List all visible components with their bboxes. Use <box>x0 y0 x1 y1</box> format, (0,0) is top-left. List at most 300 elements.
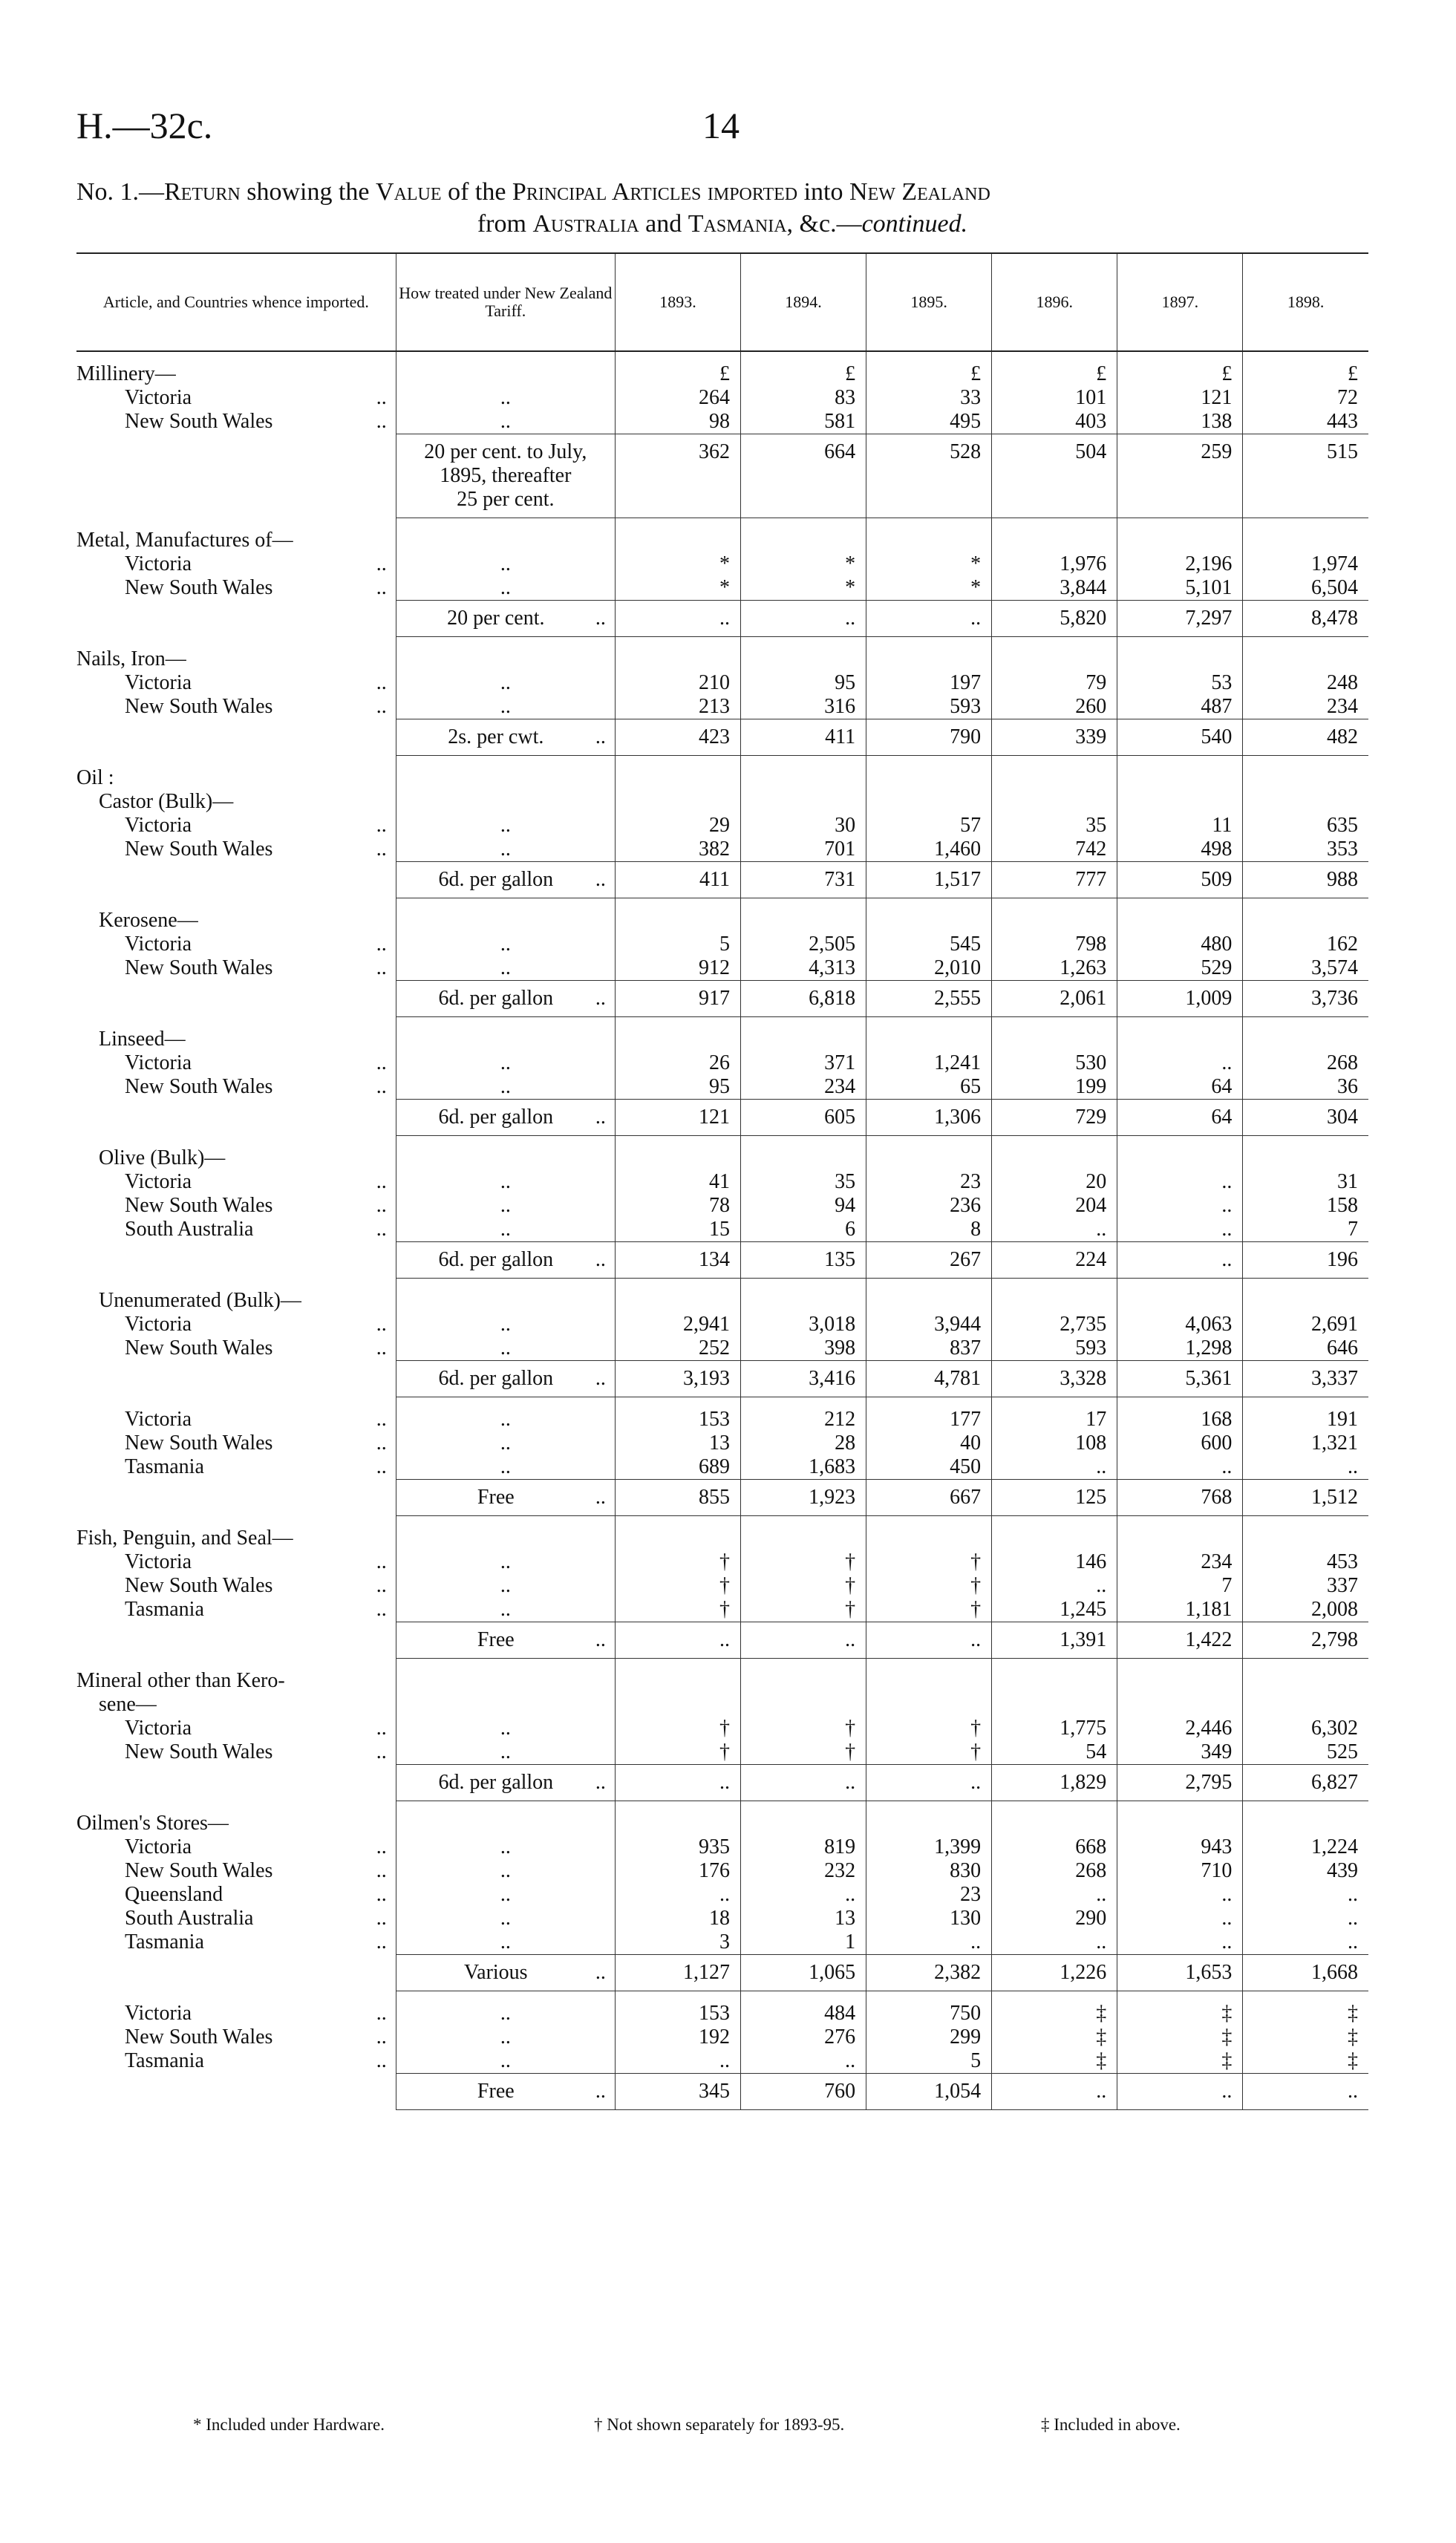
value: 276 <box>824 2025 856 2049</box>
tariff-cell <box>396 1397 615 1480</box>
tariff-line <box>396 464 615 488</box>
table-total-row <box>76 1765 1368 1801</box>
tariff-text: 25 per cent. <box>457 488 555 511</box>
leader-dots: .. <box>595 1367 606 1390</box>
value: 248 <box>1327 671 1358 694</box>
spacer <box>396 1669 615 1693</box>
country-label: New South Wales <box>125 837 273 861</box>
leader-dots: .. <box>376 670 387 694</box>
tariff-text: 6d. per gallon <box>438 868 554 891</box>
value: 2,505 <box>809 933 856 956</box>
value: 252 <box>698 1336 730 1359</box>
leader-dots: .. <box>376 1858 387 1882</box>
total-value: 515 <box>1327 440 1358 463</box>
article-title: Fish, Penguin, and Seal— <box>76 1526 293 1550</box>
value: .. <box>970 1930 982 1953</box>
leader-dots: .. <box>500 695 511 718</box>
country-label: Queensland <box>125 1882 223 1906</box>
value: 95 <box>835 671 856 694</box>
total-value: 1,512 <box>1311 1486 1358 1509</box>
value: ‡ <box>1221 2002 1233 2025</box>
tariff-treatment <box>396 1242 615 1279</box>
leader-dots: .. <box>500 1740 511 1763</box>
value: 2,735 <box>1060 1313 1107 1336</box>
spacer <box>992 529 1106 552</box>
value: 689 <box>698 1455 730 1478</box>
total-value: 411 <box>825 725 856 748</box>
total-cell <box>992 1765 1117 1801</box>
total-cell <box>740 2074 866 2110</box>
col-header-tariff: How treated under New Zealand Tariff. <box>396 253 615 351</box>
col-header-year: 1898. <box>1243 253 1368 351</box>
total-value: 5,361 <box>1185 1367 1233 1390</box>
value: 232 <box>824 1859 856 1882</box>
spacer <box>866 1669 981 1693</box>
leader-dots: .. <box>595 2080 606 2103</box>
total-value: 3,337 <box>1311 1367 1358 1390</box>
spacer <box>866 1527 981 1550</box>
value: 2,691 <box>1311 1313 1358 1336</box>
value: † <box>970 1740 982 1763</box>
value: ‡ <box>1096 2025 1107 2049</box>
value: 121 <box>1201 386 1233 409</box>
total-cell <box>866 1480 992 1516</box>
value: 830 <box>950 1859 982 1882</box>
value: £ <box>1096 362 1107 385</box>
tariff-line <box>396 1961 615 1985</box>
table-group-row <box>76 1136 1368 1242</box>
total-cell <box>866 1361 992 1397</box>
spacer <box>866 529 981 552</box>
tariff-cell <box>396 1279 615 1361</box>
total-value: 760 <box>824 2080 856 2103</box>
country-label: Tasmania <box>125 1455 204 1478</box>
value: .. <box>845 2049 856 2072</box>
total-cell <box>615 862 740 898</box>
value: 26 <box>708 1051 730 1074</box>
value: 23 <box>960 1883 982 1906</box>
value-cell <box>1117 1659 1243 1765</box>
leader-dots: .. <box>500 1075 511 1098</box>
tariff-treatment <box>396 601 615 637</box>
article-cell-empty <box>76 1242 396 1279</box>
table-group-row <box>76 637 1368 719</box>
value: 3,574 <box>1311 956 1358 979</box>
value-cell <box>740 1801 866 1955</box>
spacer <box>866 1146 981 1170</box>
value: 35 <box>1086 814 1107 837</box>
leader-dots: .. <box>376 1550 387 1573</box>
value: 268 <box>1075 1859 1107 1882</box>
tariff-text: 2s. per cwt. <box>448 725 544 748</box>
value: 13 <box>835 1907 856 1930</box>
value: 935 <box>698 1835 730 1858</box>
country-name <box>76 671 396 695</box>
country-name <box>76 1740 396 1764</box>
country-label: New South Wales <box>125 1573 273 1597</box>
article-title: Metal, Manufactures of— <box>76 528 293 552</box>
total-cell <box>740 1242 866 1279</box>
value-cell <box>866 351 992 434</box>
leader-dots: .. <box>500 838 511 861</box>
country-name <box>76 1051 396 1075</box>
spacer <box>992 909 1106 933</box>
spacer <box>992 647 1106 671</box>
total-cell <box>992 1955 1117 1991</box>
tariff-line <box>396 488 615 512</box>
value: 349 <box>1201 1740 1233 1763</box>
value: 635 <box>1327 814 1358 837</box>
value-cell <box>740 1659 866 1765</box>
country-label: Victoria <box>125 1312 192 1336</box>
article-cell <box>76 1801 396 1955</box>
leader-dots: .. <box>500 1550 511 1573</box>
spacer <box>616 790 730 814</box>
total-cell <box>1243 981 1368 1017</box>
value-cell <box>740 1991 866 2074</box>
leader-dots: .. <box>376 410 387 433</box>
value: 316 <box>824 695 856 718</box>
leader-dots: .. <box>376 1217 387 1241</box>
value: 1,263 <box>1060 956 1107 979</box>
value-cell <box>992 1279 1117 1361</box>
value: 371 <box>824 1051 856 1074</box>
tariff-line <box>396 1248 615 1272</box>
value: † <box>970 1550 982 1573</box>
value: .. <box>1096 1883 1107 1906</box>
value: 529 <box>1201 956 1233 979</box>
value-cell <box>992 637 1117 719</box>
value: † <box>845 1574 856 1597</box>
value: 79 <box>1086 671 1107 694</box>
value: 204 <box>1075 1194 1107 1217</box>
leader-dots: .. <box>376 1455 387 1478</box>
leader-dots: .. <box>500 1170 511 1193</box>
value: 64 <box>1211 1075 1233 1098</box>
article-title: Castor (Bulk)— <box>99 789 234 813</box>
value: 197 <box>950 671 982 694</box>
leader-dots: .. <box>500 1717 511 1740</box>
value: 7 <box>1348 1218 1358 1241</box>
tariff-cell <box>396 898 615 981</box>
value: * <box>970 552 982 575</box>
table-group-row <box>76 1397 1368 1480</box>
country-name <box>76 1408 396 1432</box>
value: 13 <box>708 1432 730 1455</box>
spacer <box>396 1028 615 1051</box>
value: 1,775 <box>1060 1717 1107 1740</box>
tariff-treatment <box>396 981 615 1017</box>
value-cell <box>992 756 1117 862</box>
country-label: Tasmania <box>125 2049 204 2072</box>
total-value: 2,798 <box>1311 1628 1358 1651</box>
total-value: 482 <box>1327 725 1358 748</box>
value-cell <box>992 1017 1117 1100</box>
total-value: 540 <box>1201 725 1233 748</box>
spacer <box>741 1693 855 1717</box>
value: 153 <box>698 1408 730 1431</box>
spacer <box>396 362 615 386</box>
value-cell <box>992 1516 1117 1622</box>
col-header-year: 1893. <box>615 253 740 351</box>
tariff-line <box>396 725 615 749</box>
table-title-line-1: No. 1.—Return showing the Value of the Principal Articles imported into New Zealand <box>76 178 990 206</box>
value: 593 <box>1075 1336 1107 1359</box>
table-total-row <box>76 862 1368 898</box>
value-cell <box>1243 1659 1368 1765</box>
total-value: 790 <box>950 725 982 748</box>
leader-dots: .. <box>376 1193 387 1217</box>
total-cell <box>740 1480 866 1516</box>
value: 1,245 <box>1060 1598 1107 1621</box>
value: 234 <box>1201 1550 1233 1573</box>
value-cell <box>1243 1279 1368 1361</box>
tariff-text: Various <box>464 1961 528 1984</box>
spacer <box>1117 1289 1232 1313</box>
table-group-row <box>76 1801 1368 1955</box>
country-name <box>76 2025 396 2049</box>
country-label: Victoria <box>125 552 192 575</box>
total-cell <box>1243 1361 1368 1397</box>
tariff-text: 20 per cent. <box>447 607 545 630</box>
tariff-cell <box>396 518 615 601</box>
country-name <box>76 1598 396 1622</box>
total-cell <box>1117 434 1243 518</box>
tariff-line <box>396 440 615 464</box>
total-cell <box>615 1361 740 1397</box>
leader-dots: .. <box>500 1408 511 1431</box>
total-cell <box>1243 2074 1368 2110</box>
value: 213 <box>698 695 730 718</box>
article-title: Millinery— <box>76 362 176 385</box>
document-reference: H.—32c. <box>76 105 213 146</box>
value: 53 <box>1211 671 1233 694</box>
leader-dots: .. <box>595 607 606 630</box>
value: 2,008 <box>1311 1598 1358 1621</box>
total-value: 1,653 <box>1185 1961 1233 1984</box>
value: .. <box>1096 1930 1107 1953</box>
value: 268 <box>1327 1051 1358 1074</box>
value: 382 <box>698 838 730 861</box>
leader-dots: .. <box>500 1313 511 1336</box>
value: 8 <box>970 1218 982 1241</box>
total-cell <box>1117 1242 1243 1279</box>
value: 17 <box>1086 1408 1107 1431</box>
value: 593 <box>950 695 982 718</box>
total-cell <box>1117 1765 1243 1801</box>
tariff-treatment <box>396 1100 615 1136</box>
country-label: New South Wales <box>125 410 273 433</box>
tariff-text: 6d. per gallon <box>438 987 554 1010</box>
total-cell <box>1243 1955 1368 1991</box>
country-name <box>76 1717 396 1740</box>
leader-dots: .. <box>595 725 606 748</box>
page-number: 14 <box>702 105 740 146</box>
value: 23 <box>960 1170 982 1193</box>
total-value: 3,416 <box>809 1367 856 1390</box>
footnote-double-dagger: ‡ Included in above. <box>1041 2415 1181 2434</box>
spacer <box>396 766 615 790</box>
value: .. <box>1221 1907 1233 1930</box>
value: † <box>845 1550 856 1573</box>
value: 98 <box>708 410 730 433</box>
leader-dots: .. <box>376 2049 387 2072</box>
value: 495 <box>950 410 982 433</box>
value: 176 <box>698 1859 730 1882</box>
tariff-text: 6d. per gallon <box>438 1106 554 1129</box>
value: 192 <box>698 2025 730 2049</box>
total-cell <box>992 719 1117 756</box>
total-cell <box>615 1100 740 1136</box>
value: 484 <box>824 2002 856 2025</box>
value-cell <box>1117 1397 1243 1480</box>
spacer <box>1117 1812 1232 1835</box>
spacer <box>1117 790 1232 814</box>
article-cell <box>76 351 396 434</box>
total-cell <box>992 862 1117 898</box>
value: 234 <box>824 1075 856 1098</box>
value: 443 <box>1327 410 1358 433</box>
table-group-row <box>76 1279 1368 1361</box>
value: 168 <box>1201 1408 1233 1431</box>
leader-dots: .. <box>500 956 511 979</box>
total-cell <box>866 434 992 518</box>
total-cell <box>615 719 740 756</box>
total-cell <box>992 1242 1117 1279</box>
spacer <box>1243 647 1358 671</box>
spacer <box>1117 529 1232 552</box>
total-value: 504 <box>1075 440 1107 463</box>
country-label: New South Wales <box>125 1336 273 1359</box>
value-cell <box>1117 1017 1243 1100</box>
value: 6 <box>845 1218 856 1241</box>
total-cell <box>992 981 1117 1017</box>
spacer <box>1243 1028 1358 1051</box>
tariff-treatment <box>396 1955 615 1991</box>
value-cell <box>1117 898 1243 981</box>
table-group-row <box>76 518 1368 601</box>
spacer <box>1117 766 1232 790</box>
leader-dots: .. <box>500 2049 511 2072</box>
value-cell <box>992 518 1117 601</box>
value-cell <box>866 1397 992 1480</box>
total-value: 7,297 <box>1185 607 1233 630</box>
country-label: New South Wales <box>125 694 273 718</box>
value: .. <box>1348 1930 1358 1953</box>
value-cell <box>740 756 866 862</box>
total-value: 1,829 <box>1060 1771 1107 1794</box>
value-cell <box>615 1397 740 1480</box>
article-cell <box>76 1017 396 1100</box>
value-cell <box>1117 518 1243 601</box>
value-cell <box>1117 637 1243 719</box>
country-label: New South Wales <box>125 2025 273 2049</box>
value: 29 <box>708 814 730 837</box>
country-name <box>76 1313 396 1336</box>
value: .. <box>1221 1218 1233 1241</box>
value: .. <box>1221 1883 1233 1906</box>
total-value: 1,054 <box>934 2080 982 2103</box>
col-header-year: 1894. <box>740 253 866 351</box>
leader-dots: .. <box>500 576 511 599</box>
total-value: 855 <box>698 1486 730 1509</box>
article-cell-empty <box>76 1100 396 1136</box>
value: 95 <box>708 1075 730 1098</box>
value-cell <box>615 518 740 601</box>
total-cell <box>1243 1622 1368 1659</box>
value: 1,298 <box>1185 1336 1233 1359</box>
country-name <box>76 576 396 600</box>
leader-dots: .. <box>500 2025 511 2049</box>
country-label: Victoria <box>125 1169 192 1193</box>
total-cell <box>740 1955 866 1991</box>
article-cell <box>76 518 396 601</box>
spacer <box>866 647 981 671</box>
value: 646 <box>1327 1336 1358 1359</box>
total-cell <box>740 981 866 1017</box>
value: 72 <box>1337 386 1358 409</box>
leader-dots: .. <box>595 987 606 1010</box>
value-cell <box>1117 1516 1243 1622</box>
total-cell <box>866 601 992 637</box>
leader-dots: .. <box>595 1486 606 1509</box>
value: 403 <box>1075 410 1107 433</box>
table-group-row <box>76 756 1368 862</box>
article-cell <box>76 637 396 719</box>
value-cell <box>740 518 866 601</box>
total-value: 1,391 <box>1060 1628 1107 1651</box>
value: .. <box>1096 1218 1107 1241</box>
value: .. <box>1096 1455 1107 1478</box>
value: 912 <box>698 956 730 979</box>
value-cell <box>740 351 866 434</box>
country-label: Victoria <box>125 813 192 837</box>
total-value: 411 <box>699 868 730 891</box>
spacer <box>396 1527 615 1550</box>
total-cell <box>740 1361 866 1397</box>
value: 710 <box>1201 1859 1233 1882</box>
value: 210 <box>698 671 730 694</box>
article-cell-empty <box>76 434 396 518</box>
value-cell <box>740 1516 866 1622</box>
import-return-table <box>76 252 1368 2110</box>
value: 581 <box>824 410 856 433</box>
table-group-row <box>76 1659 1368 1765</box>
leader-dots: .. <box>500 1907 511 1930</box>
total-value: 664 <box>824 440 856 463</box>
article-cell-empty <box>76 862 396 898</box>
spacer <box>1243 1527 1358 1550</box>
spacer <box>396 529 615 552</box>
spacer <box>1117 909 1232 933</box>
value: † <box>719 1550 730 1573</box>
leader-dots: .. <box>595 868 606 891</box>
value: 3 <box>719 1930 730 1953</box>
spacer <box>741 1527 855 1550</box>
total-value: 196 <box>1327 1248 1358 1271</box>
value: £ <box>719 362 730 385</box>
table-total-row <box>76 981 1368 1017</box>
article-cell-empty <box>76 981 396 1017</box>
country-name <box>76 956 396 980</box>
leader-dots: .. <box>376 1740 387 1763</box>
country-name <box>76 1835 396 1859</box>
tariff-line <box>396 1628 615 1652</box>
spacer <box>616 1812 730 1835</box>
value: .. <box>1348 1907 1358 1930</box>
value-cell <box>615 1279 740 1361</box>
leader-dots: .. <box>376 1312 387 1336</box>
